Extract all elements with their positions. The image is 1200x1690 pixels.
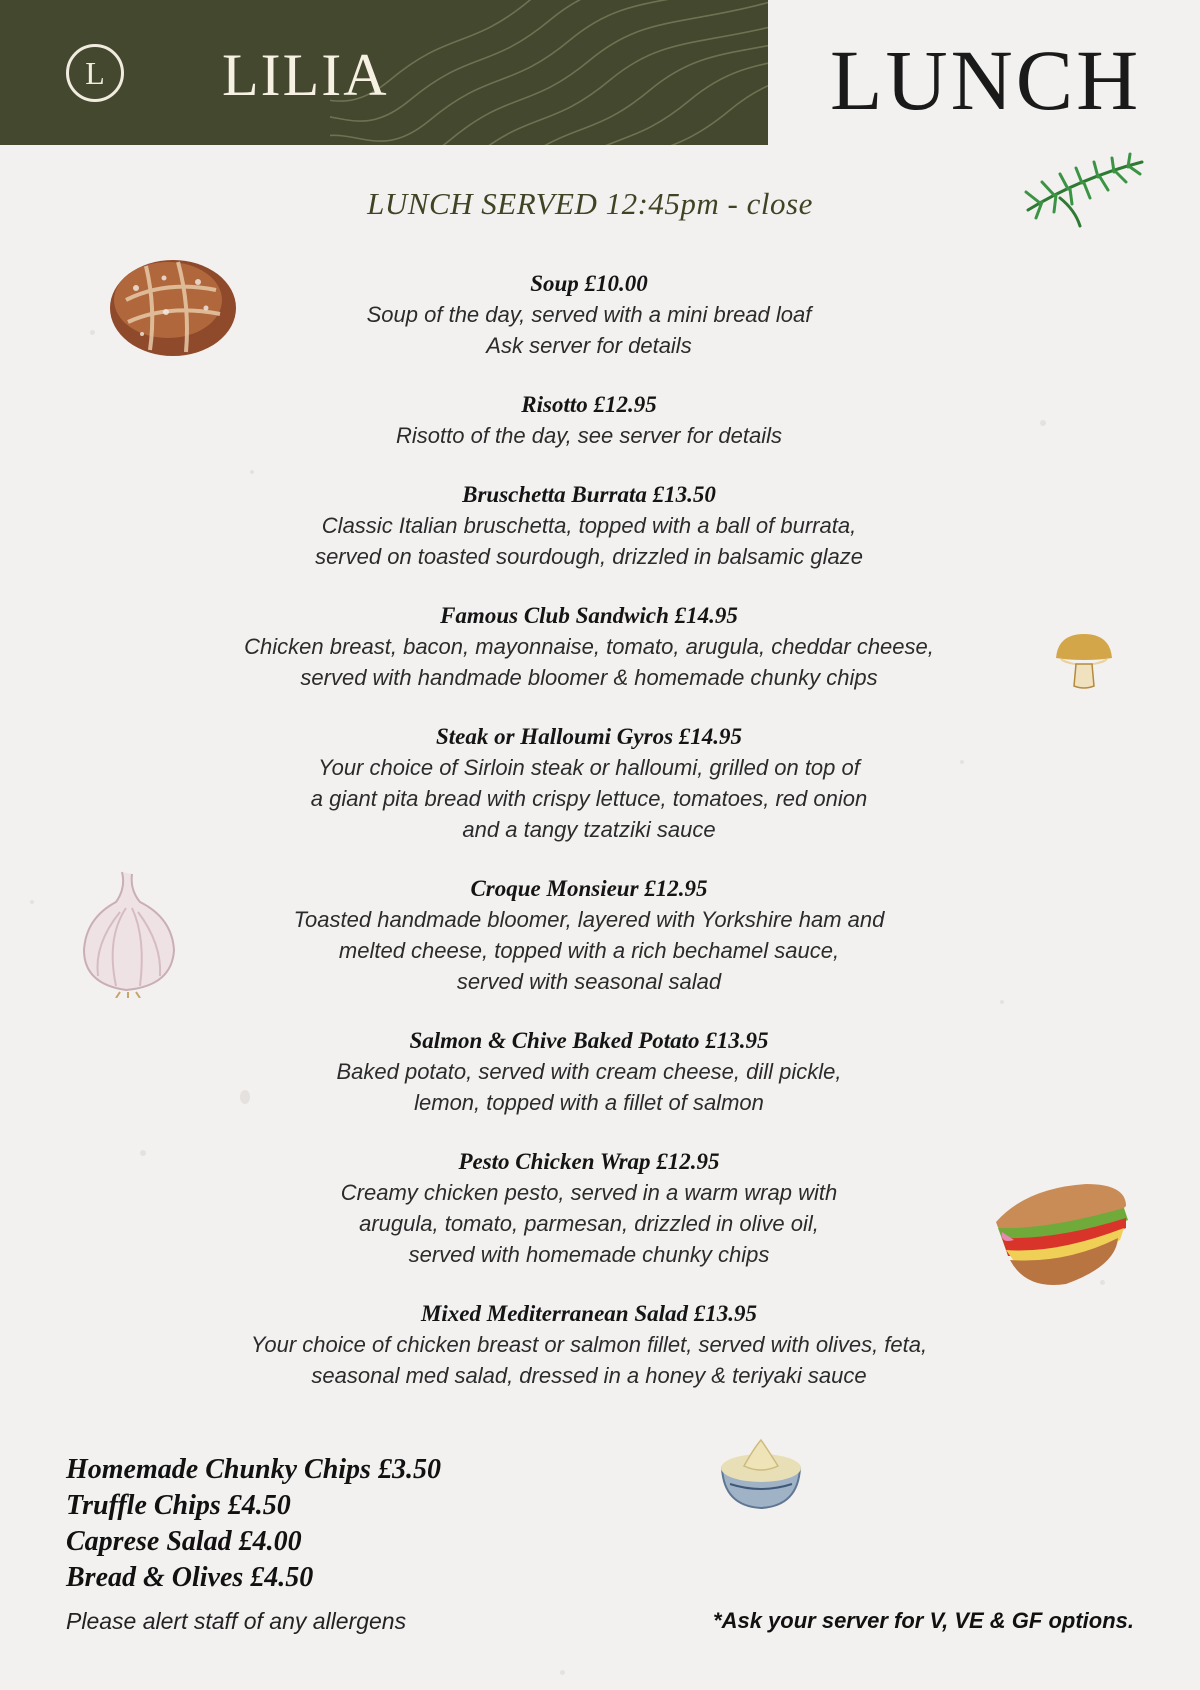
menu-item-name: Steak or Halloumi Gyros £14.95 xyxy=(435,724,743,749)
menu-item-description: arugula, tomato, parmesan, drizzled in olive oil, xyxy=(359,1211,819,1236)
menu-item-description: Baked potato, served with cream cheese, dill pickle, xyxy=(336,1059,842,1084)
menu-item xyxy=(120,600,1058,693)
menu-item xyxy=(120,1146,1058,1270)
menu-item xyxy=(120,1025,1058,1118)
menu-item-description: Your choice of Sirloin steak or halloumi, grilled on top of xyxy=(318,755,860,780)
dietary-options-note: *Ask your server for V, VE & GF options. xyxy=(713,1608,1134,1633)
menu-items xyxy=(120,268,1058,1419)
menu-item-description: served with homemade chunky chips xyxy=(408,1242,770,1267)
menu-item xyxy=(120,268,1058,361)
menu-item-description: Classic Italian bruschetta, topped with a ball of burrata, xyxy=(321,513,857,538)
menu-item-name: Famous Club Sandwich £14.95 xyxy=(440,603,738,628)
served-hours: LUNCH SERVED 12:45pm - close xyxy=(367,186,813,221)
side-item: Bread & Olives £4.50 xyxy=(66,1562,314,1593)
menu-item xyxy=(120,479,1058,572)
menu-item-description: Creamy chicken pesto, served in a warm wrap with xyxy=(340,1180,838,1205)
menu-item-name: Mixed Mediterranean Salad £13.95 xyxy=(420,1301,758,1326)
menu-item-description: served with seasonal salad xyxy=(456,969,722,994)
menu-item xyxy=(120,1298,1058,1391)
side-item: Truffle Chips £4.50 xyxy=(66,1490,291,1521)
mushroom-icon xyxy=(1052,630,1116,692)
logo-letter: L xyxy=(85,54,105,91)
wave-pattern xyxy=(330,0,768,145)
header-band xyxy=(0,0,768,145)
menu-item-name: Soup £10.00 xyxy=(530,271,648,296)
menu-item-description: served with handmade bloomer & homemade chunky chips xyxy=(300,665,878,690)
menu-item-name: Salmon & Chive Baked Potato £13.95 xyxy=(409,1028,769,1053)
menu-item-name: Croque Monsieur £12.95 xyxy=(470,876,708,901)
side-item: Caprese Salad £4.00 xyxy=(66,1526,302,1557)
logo-mark xyxy=(66,44,124,102)
menu-item-name: Pesto Chicken Wrap £12.95 xyxy=(458,1149,720,1174)
allergen-note: Please alert staff of any allergens xyxy=(66,1608,407,1634)
menu-item xyxy=(120,389,1058,451)
menu-item-name: Bruschetta Burrata £13.50 xyxy=(462,482,716,507)
menu-item-description: Risotto of the day, see server for details xyxy=(396,423,782,448)
menu-item xyxy=(120,721,1058,845)
menu-item-description: lemon, topped with a fillet of salmon xyxy=(414,1090,764,1115)
menu-item xyxy=(120,873,1058,997)
side-item: Homemade Chunky Chips £3.50 xyxy=(66,1454,441,1485)
menu-item-description: Chicken breast, bacon, mayonnaise, tomato, arugula, cheddar cheese, xyxy=(244,634,934,659)
menu-item-description: a giant pita bread with crispy lettuce, tomatoes, red onion xyxy=(310,786,868,811)
menu-item-description: melted cheese, topped with a rich bechamel sauce, xyxy=(338,938,840,963)
menu-item-description: Soup of the day, served with a mini bread loaf xyxy=(366,302,812,327)
menu-item-description: seasonal med salad, dressed in a honey & teriyaki sauce xyxy=(311,1363,867,1388)
menu-item-description: Ask server for details xyxy=(486,333,692,358)
menu-item-name: Risotto £12.95 xyxy=(521,392,657,417)
brand-name: LILIA xyxy=(222,42,389,108)
menu-item-description: Toasted handmade bloomer, layered with Yorkshire ham and xyxy=(293,907,885,932)
sides-list xyxy=(66,1452,441,1596)
menu-item-description: served on toasted sourdough, drizzled in balsamic glaze xyxy=(315,544,863,569)
menu-title: LUNCH xyxy=(830,32,1142,128)
dip-bowl-icon xyxy=(714,1436,808,1512)
menu-item-description: and a tangy tzatziki sauce xyxy=(462,817,716,842)
menu-item-description: Your choice of chicken breast or salmon fillet, served with olives, feta, xyxy=(250,1332,928,1357)
